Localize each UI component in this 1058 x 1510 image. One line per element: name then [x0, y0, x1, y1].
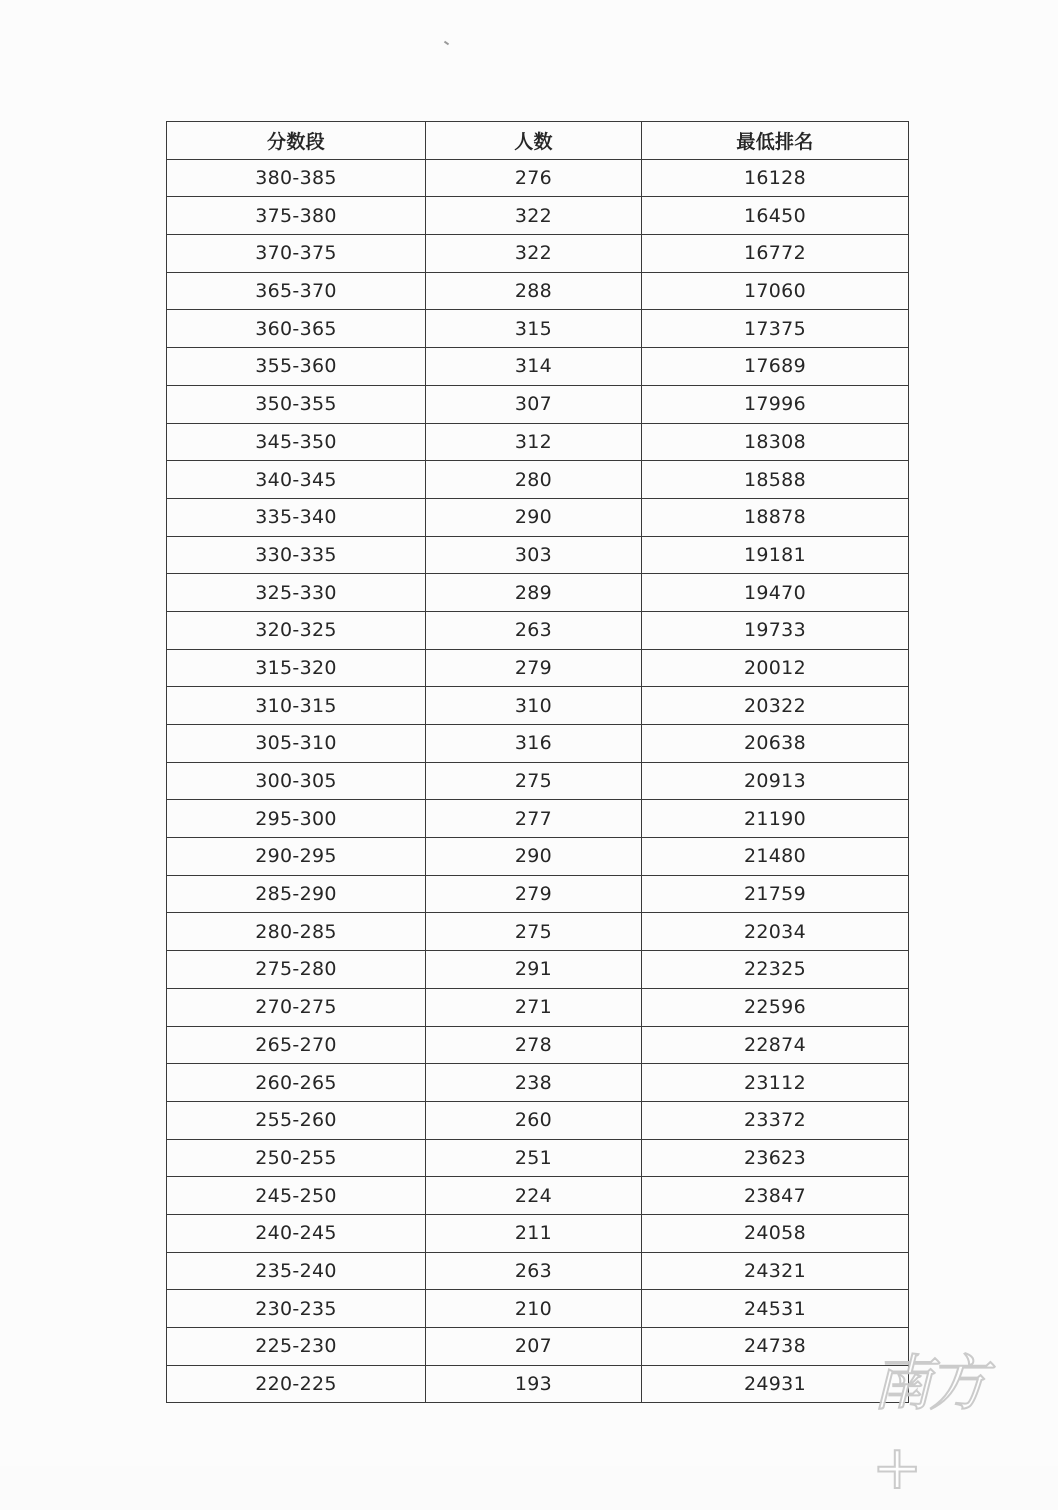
paper-speck	[444, 41, 449, 46]
cell-score-range: 285-290	[167, 875, 426, 913]
table-row	[167, 498, 909, 536]
cell-lowest-rank: 21480	[642, 838, 909, 876]
table-row	[167, 423, 909, 461]
cell-lowest-rank: 18588	[642, 461, 909, 499]
cell-lowest-rank: 24531	[642, 1290, 909, 1328]
cell-lowest-rank: 22596	[642, 988, 909, 1026]
table-row	[167, 800, 909, 838]
cell-count: 288	[426, 272, 642, 310]
table-row	[167, 913, 909, 951]
cell-count: 211	[426, 1214, 642, 1252]
cell-score-range: 365-370	[167, 272, 426, 310]
cell-score-range: 235-240	[167, 1252, 426, 1290]
cell-count: 280	[426, 461, 642, 499]
cell-lowest-rank: 20012	[642, 649, 909, 687]
cell-count: 275	[426, 762, 642, 800]
table-row	[167, 725, 909, 763]
cell-count: 207	[426, 1328, 642, 1366]
cell-lowest-rank: 16128	[642, 159, 909, 197]
cell-lowest-rank: 22874	[642, 1026, 909, 1064]
cell-count: 279	[426, 875, 642, 913]
cell-count: 277	[426, 800, 642, 838]
cell-lowest-rank: 19733	[642, 611, 909, 649]
cell-count: 263	[426, 611, 642, 649]
watermark-logo: 南方+	[872, 1349, 984, 1503]
cell-count: 271	[426, 988, 642, 1026]
cell-score-range: 335-340	[167, 498, 426, 536]
table-row	[167, 536, 909, 574]
cell-lowest-rank: 24321	[642, 1252, 909, 1290]
cell-score-range: 230-235	[167, 1290, 426, 1328]
cell-count: 310	[426, 687, 642, 725]
table-row	[167, 951, 909, 989]
cell-lowest-rank: 16772	[642, 235, 909, 273]
table-row	[167, 1214, 909, 1252]
cell-score-range: 220-225	[167, 1365, 426, 1403]
cell-lowest-rank: 22325	[642, 951, 909, 989]
cell-lowest-rank: 19470	[642, 574, 909, 612]
cell-lowest-rank: 21759	[642, 875, 909, 913]
cell-count: 291	[426, 951, 642, 989]
cell-lowest-rank: 16450	[642, 197, 909, 235]
cell-count: 251	[426, 1139, 642, 1177]
cell-score-range: 330-335	[167, 536, 426, 574]
cell-count: 210	[426, 1290, 642, 1328]
cell-count: 263	[426, 1252, 642, 1290]
cell-lowest-rank: 20913	[642, 762, 909, 800]
table-row	[167, 235, 909, 273]
cell-score-range: 245-250	[167, 1177, 426, 1215]
cell-count: 314	[426, 348, 642, 386]
table-row	[167, 611, 909, 649]
cell-lowest-rank: 17996	[642, 385, 909, 423]
cell-count: 315	[426, 310, 642, 348]
cell-score-range: 275-280	[167, 951, 426, 989]
cell-lowest-rank: 23847	[642, 1177, 909, 1215]
cell-count: 307	[426, 385, 642, 423]
table-row	[167, 574, 909, 612]
header-score-range: 分数段	[167, 122, 426, 160]
cell-count: 290	[426, 838, 642, 876]
header-count: 人数	[426, 122, 642, 160]
header-lowest-rank: 最低排名	[642, 122, 909, 160]
cell-lowest-rank: 24058	[642, 1214, 909, 1252]
cell-score-range: 305-310	[167, 725, 426, 763]
cell-lowest-rank: 21190	[642, 800, 909, 838]
cell-score-range: 315-320	[167, 649, 426, 687]
cell-score-range: 325-330	[167, 574, 426, 612]
table-row	[167, 687, 909, 725]
cell-score-range: 280-285	[167, 913, 426, 951]
cell-score-range: 350-355	[167, 385, 426, 423]
cell-count: 290	[426, 498, 642, 536]
cell-score-range: 300-305	[167, 762, 426, 800]
score-rank-table	[166, 121, 909, 1403]
cell-lowest-rank: 23623	[642, 1139, 909, 1177]
cell-score-range: 240-245	[167, 1214, 426, 1252]
cell-score-range: 225-230	[167, 1328, 426, 1366]
cell-score-range: 270-275	[167, 988, 426, 1026]
cell-count: 238	[426, 1064, 642, 1102]
table-row	[167, 272, 909, 310]
table-body	[167, 159, 909, 1403]
cell-score-range: 310-315	[167, 687, 426, 725]
table-row	[167, 649, 909, 687]
cell-score-range: 290-295	[167, 838, 426, 876]
table-row	[167, 1365, 909, 1403]
cell-count: 278	[426, 1026, 642, 1064]
cell-score-range: 370-375	[167, 235, 426, 273]
cell-count: 193	[426, 1365, 642, 1403]
table-row	[167, 1252, 909, 1290]
cell-score-range: 355-360	[167, 348, 426, 386]
cell-lowest-rank: 20638	[642, 725, 909, 763]
cell-score-range: 255-260	[167, 1101, 426, 1139]
table-row	[167, 1328, 909, 1366]
cell-score-range: 340-345	[167, 461, 426, 499]
cell-lowest-rank: 17375	[642, 310, 909, 348]
cell-lowest-rank: 22034	[642, 913, 909, 951]
cell-lowest-rank: 17689	[642, 348, 909, 386]
cell-lowest-rank: 24931	[642, 1365, 909, 1403]
table-row	[167, 1139, 909, 1177]
cell-lowest-rank: 17060	[642, 272, 909, 310]
cell-score-range: 265-270	[167, 1026, 426, 1064]
cell-score-range: 360-365	[167, 310, 426, 348]
table-row	[167, 385, 909, 423]
cell-lowest-rank: 18878	[642, 498, 909, 536]
table-row	[167, 1290, 909, 1328]
cell-count: 276	[426, 159, 642, 197]
table-row	[167, 197, 909, 235]
table-row	[167, 1177, 909, 1215]
cell-lowest-rank: 23112	[642, 1064, 909, 1102]
cell-count: 322	[426, 197, 642, 235]
cell-count: 289	[426, 574, 642, 612]
cell-lowest-rank: 20322	[642, 687, 909, 725]
cell-lowest-rank: 18308	[642, 423, 909, 461]
cell-lowest-rank: 19181	[642, 536, 909, 574]
cell-score-range: 375-380	[167, 197, 426, 235]
cell-count: 279	[426, 649, 642, 687]
table-row	[167, 875, 909, 913]
cell-count: 260	[426, 1101, 642, 1139]
table-row	[167, 1064, 909, 1102]
cell-count: 316	[426, 725, 642, 763]
table-row	[167, 838, 909, 876]
cell-score-range: 250-255	[167, 1139, 426, 1177]
cell-count: 275	[426, 913, 642, 951]
cell-lowest-rank: 24738	[642, 1328, 909, 1366]
table-row	[167, 461, 909, 499]
cell-score-range: 260-265	[167, 1064, 426, 1102]
cell-count: 322	[426, 235, 642, 273]
table-row	[167, 348, 909, 386]
cell-score-range: 295-300	[167, 800, 426, 838]
cell-count: 312	[426, 423, 642, 461]
cell-score-range: 320-325	[167, 611, 426, 649]
table-row	[167, 762, 909, 800]
cell-lowest-rank: 23372	[642, 1101, 909, 1139]
table-row	[167, 310, 909, 348]
cell-count: 303	[426, 536, 642, 574]
table-row	[167, 988, 909, 1026]
table-header-row	[167, 122, 909, 160]
table-row	[167, 159, 909, 197]
table-row	[167, 1101, 909, 1139]
table-row	[167, 1026, 909, 1064]
cell-count: 224	[426, 1177, 642, 1215]
cell-score-range: 380-385	[167, 159, 426, 197]
cell-score-range: 345-350	[167, 423, 426, 461]
